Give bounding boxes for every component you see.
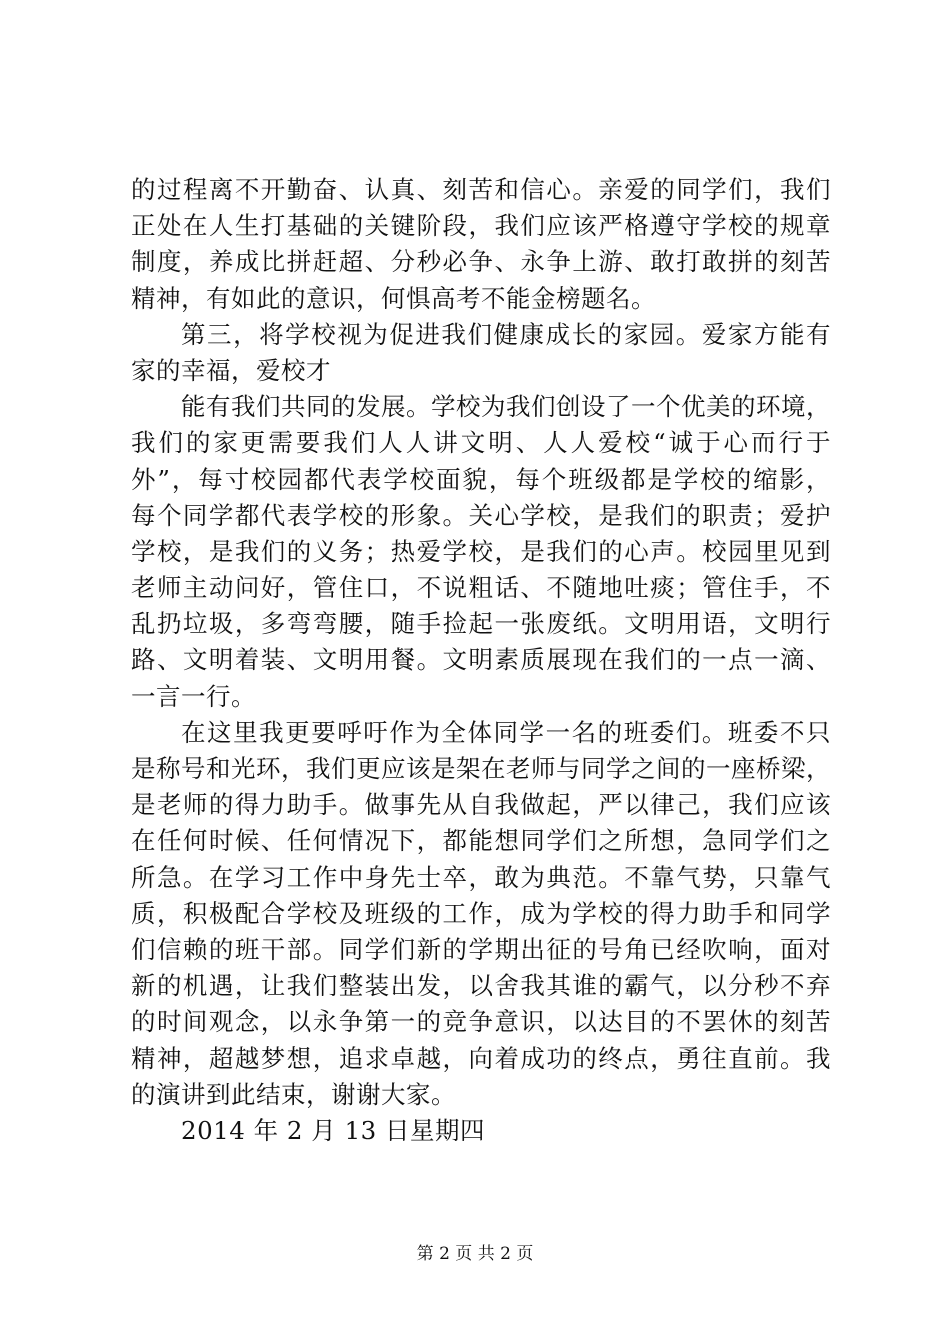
- page-footer: 第 2 页 共 2 页: [416, 1244, 534, 1264]
- text-line: 一言一行。: [131, 681, 256, 711]
- text-line: 质，积极配合学校及班级的工作，成为学校的得力助手和同学: [131, 898, 831, 928]
- text-line: 在任何时候、任何情况下，都能想同学们之所想，急同学们之: [131, 826, 831, 856]
- text-line: 所急。在学习工作中身先士卒，敢为典范。不靠气势，只靠气: [131, 862, 831, 892]
- text-line: 能有我们共同的发展。学校为我们创设了一个优美的环境，: [181, 392, 831, 422]
- text-line: 是称号和光环，我们更应该是架在老师与同学之间的一座桥梁，: [131, 754, 831, 783]
- text-line: 乱扔垃圾，多弯弯腰，随手捡起一张废纸。文明用语，文明行: [131, 609, 831, 639]
- text-line: 是老师的得力助手。做事先从自我做起，严以律己，我们应该: [131, 790, 831, 820]
- text-line: 们信赖的班干部。同学们新的学期出征的号角已经吹响，面对: [131, 934, 831, 964]
- text-line: 精神，有如此的意识，何惧高考不能金榜题名。: [131, 283, 656, 313]
- text-line: 制度，养成比拼赶超、分秒必争、永争上游、敢打敢拼的刻苦: [131, 247, 831, 277]
- text-line: 的过程离不开勤奋、认真、刻苦和信心。亲爱的同学们，我们: [131, 175, 831, 204]
- text-line: 学校，是我们的义务；热爱学校，是我们的心声。校园里见到: [131, 536, 831, 566]
- text-line: 家的幸福，爱校才: [131, 355, 331, 385]
- body-text: [131, 172, 831, 1149]
- text-line: 在这里我更要呼吁作为全体同学一名的班委们。班委不只: [181, 717, 831, 747]
- text-line: 路、文明着装、文明用餐。文明素质展现在我们的一点一滴、: [131, 645, 831, 675]
- text-line: 外”，每寸校园都代表学校面貌，每个班级都是学校的缩影，: [131, 464, 831, 494]
- text-line: 精神，超越梦想，追求卓越，向着成功的终点，勇往直前。我: [131, 1043, 831, 1073]
- text-line: 第三，将学校视为促进我们健康成长的家园。爱家方能有: [181, 319, 831, 349]
- text-line: 的演讲到此结束，谢谢大家。: [131, 1079, 456, 1109]
- text-line: 我们的家更需要我们人人讲文明、人人爱校“诚于心而行于: [131, 428, 831, 458]
- text-line: 老师主动问好，管住口，不说粗话、不随地吐痰；管住手，不: [131, 573, 831, 603]
- text-line: 的时间观念，以永争第一的竞争意识，以达目的不罢休的刻苦: [131, 1007, 831, 1037]
- text-line: 正处在人生打基础的关键阶段，我们应该严格遵守学校的规章: [131, 211, 831, 241]
- text-line: 每个同学都代表学校的形象。关心学校，是我们的职责；爱护: [131, 500, 831, 530]
- text-line: 2014 年 2 月 13 日星期四: [181, 1115, 486, 1145]
- text-line: 新的机遇，让我们整装出发，以舍我其谁的霸气，以分秒不弃: [131, 971, 831, 1001]
